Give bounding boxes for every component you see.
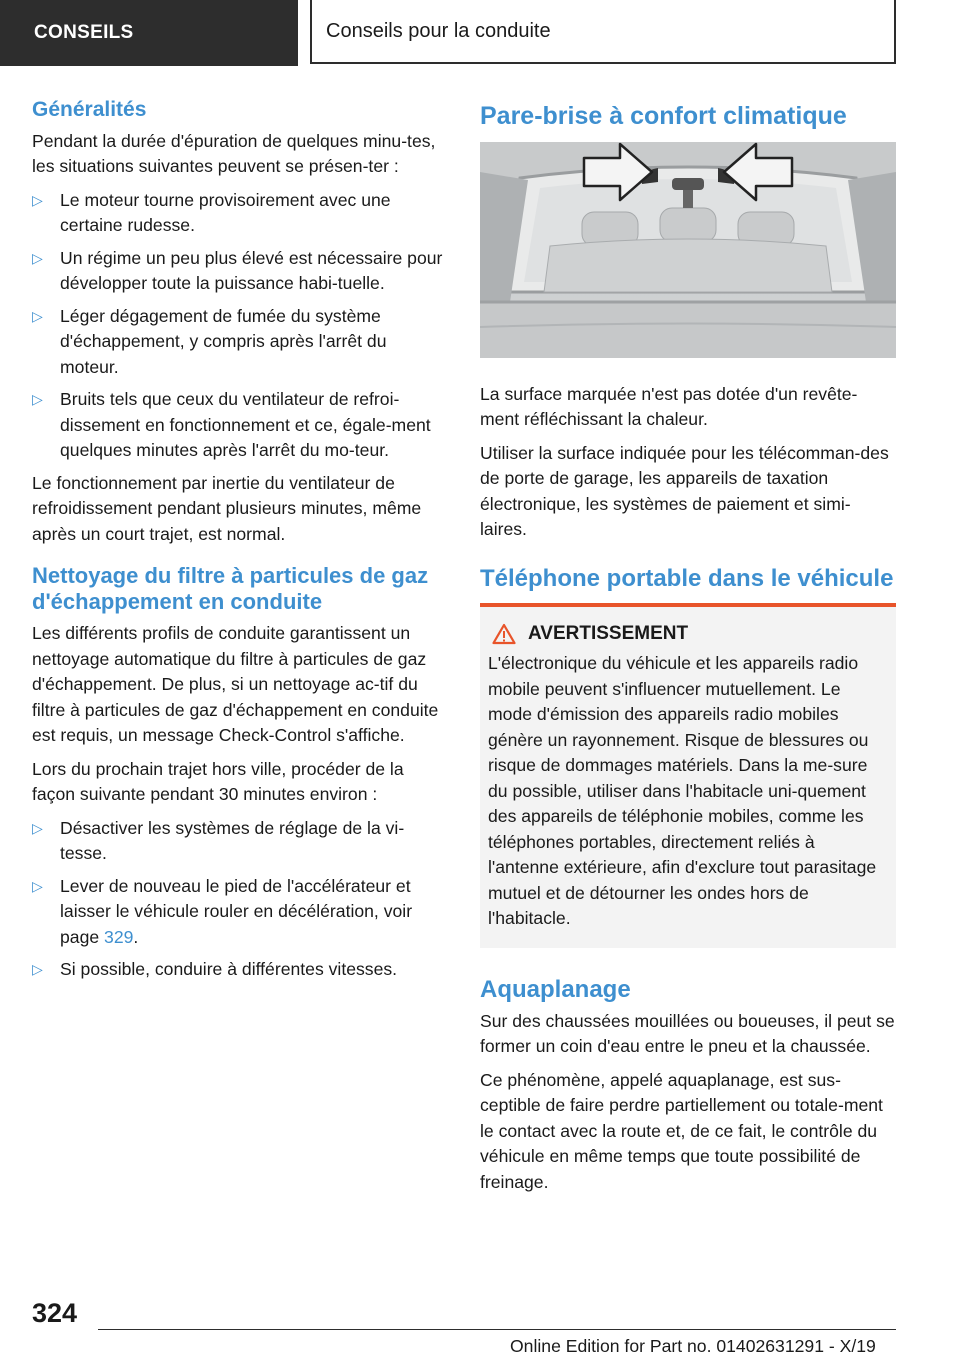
bullet-triangle-icon: ▷ [32,877,43,894]
nettoyage-list [32,816,446,983]
pare-brise-paragraph-2: Utiliser la surface indiquée pour les télécomman-des de porte de garage, les appareils de taxation électronique, les systèmes de paiement et simi-laires. [480,442,889,539]
generalites-intro: Pendant la durée d'épuration de quelques minu-tes, les situations suivantes peuvent se présen-ter : [32,130,436,177]
right-column [480,98,896,1203]
warning-box [480,603,896,948]
bullet-triangle-icon: ▷ [32,307,43,324]
footer-edition: Online Edition for Part no. 01402631291 - X/19 [510,1336,876,1356]
list-item-text: Lever de nouveau le pied de l'accélérateur et laisser le véhicule rouler en décélération, voir page [60,875,413,947]
windshield-photo [480,142,896,358]
generalites-list [32,188,446,464]
bullet-triangle-icon: ▷ [32,191,43,208]
footer-divider [98,1329,896,1330]
warning-header [488,623,888,645]
list-item-text: Léger dégagement de fumée du système d'échappement, y compris après l'arrêt du moteur. [60,305,387,377]
aquaplanage-paragraph-1: Sur des chaussées mouillées ou boueuses, il peut se former un coin d'eau entre le pneu et la chaussée. [480,1010,895,1057]
generalites-outro: Le fonctionnement par inertie du ventilateur de refroidissement pendant plusieurs minutes, même après un court trajet, est normal. [32,472,422,544]
left-column [32,98,446,990]
list-item [32,188,446,239]
list-item [32,304,446,381]
heading-generalites: Généralités [32,98,147,121]
aquaplanage-paragraph-2: Ce phénomène, appelé aquaplanage, est sus-ceptible de faire perdre partiellement ou totale-ment le contact avec la route et, de ce fait, le contrôle du véhicule en même temps que toute possibilité de freinage. [480,1069,883,1192]
list-item-text: Bruits tels que ceux du ventilateur de refroi-dissement en fonctionnement et ce, égale-ment quelques minutes après l'arrêt du mo-teur. [60,389,431,461]
nettoyage-paragraph-1: Les différents profils de conduite garantissent un nettoyage automatique du filtre à particules de gaz d'échappement. De plus, si un nettoyage ac-tif du filtre à particules de gaz d'échappement en conduite est requis, un message Check-Control s'affiche. [32,623,439,746]
list-item [32,816,446,867]
bullet-triangle-icon: ▷ [32,819,43,836]
list-item-punctuation: . [133,926,139,947]
section-tab: CONSEILS [0,0,298,66]
list-item [32,874,446,951]
heading-aquaplanage: Aquaplanage [480,975,631,1003]
list-item-text: Le moteur tourne provisoirement avec une certaine rudesse. [60,189,391,236]
bullet-triangle-icon: ▷ [32,961,43,978]
nettoyage-paragraph-2: Lors du prochain trajet hors ville, procéder de la façon suivante pendant 30 minutes environ : [32,758,404,805]
warning-triangle-icon [492,623,516,645]
list-item-text: Si possible, conduire à différentes vitesses. [60,959,398,980]
list-item [32,957,446,983]
page-header-title: Conseils pour la conduite [310,0,896,64]
bullet-triangle-icon: ▷ [32,391,43,408]
heading-pare-brise: Pare-brise à confort climatique [480,102,847,130]
pare-brise-paragraph-1: La surface marquée n'est pas dotée d'un revête-ment réfléchissant la chaleur. [480,383,858,429]
list-item-text: Désactiver les systèmes de réglage de la vi-tesse. [60,817,405,864]
heading-nettoyage-filtre: Nettoyage du filtre à particules de gaz d'échappement en conduite [32,563,429,615]
list-item [32,246,446,297]
warning-label: AVERTISSEMENT [528,623,689,645]
page-number: 324 [32,1298,78,1328]
bullet-triangle-icon: ▷ [32,249,43,266]
page-link-329[interactable]: 329 [104,926,134,947]
warning-text: L'électronique du véhicule et les appareils radio mobile peuvent s'influencer mutuellement. Le mode d'émission des appareils radio mobiles génère un rayonnement. Risque de blessures ou risque de dommages matériels. Dans la me-sure du possible, utiliser dans l'habitacle uni-quement des appareils de téléphonie mobiles, comme les téléphones portables, directement reliés à l'antenne extérieure, afin d'exclure tout parasitage mutuel et de détourner les ondes hors de l'habitacle. [488,653,877,929]
list-item [32,387,446,464]
heading-telephone: Téléphone portable dans le véhicule [480,564,894,592]
list-item-text: Un régime un peu plus élevé est nécessaire pour développer toute la puissance habi-tuelle. [60,247,443,294]
